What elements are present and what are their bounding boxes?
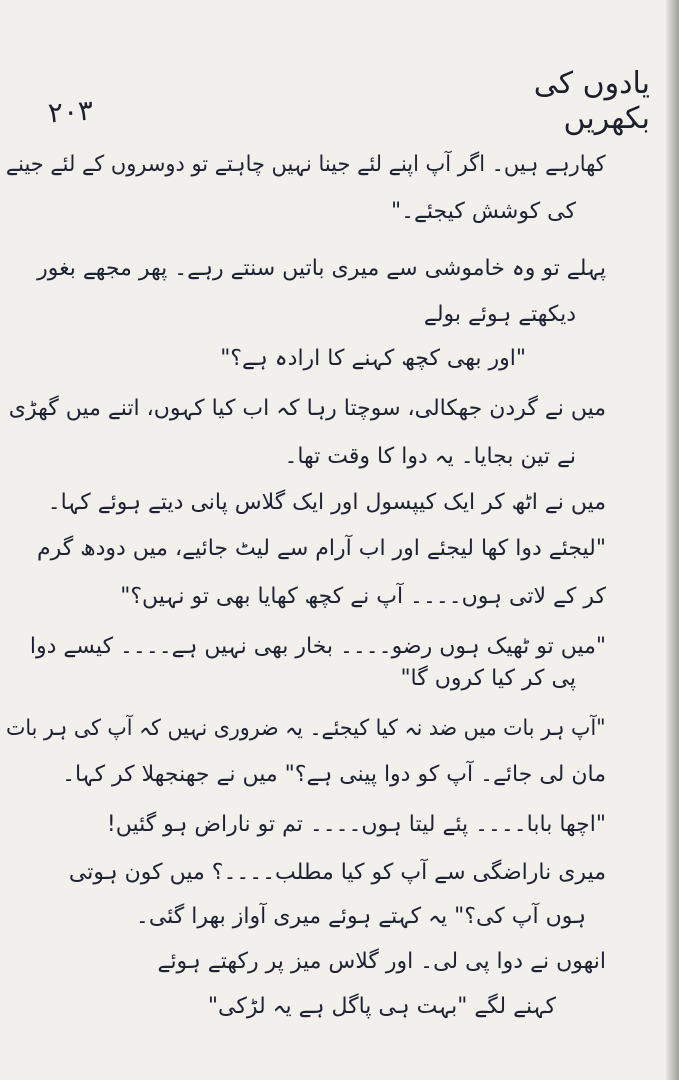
page-number: ۲۰۳ <box>46 93 95 130</box>
text-line: نے تین بجایا۔ یہ دوا کا وقت تھا۔ <box>284 444 576 469</box>
text-line: کہنے لگے "بہت ہی پاگل ہے یہ لڑکی" <box>207 994 556 1019</box>
text-line: "میں تو ٹھیک ہوں رضو۔۔۔۔ بخار بھی نہیں ہے۔۔۔۔ کیسے دوا <box>29 634 606 659</box>
text-line: پہلے تو وہ خاموشی سے میری باتیں سنتے رہے۔ پھر مجھے بغور <box>37 256 606 281</box>
text-line: میری ناراضگی سے آپ کو کیا مطلب۔۔۔۔؟ میں کون ہوتی <box>68 860 606 885</box>
text-line: پی کر کیا کروں گا" <box>400 666 576 691</box>
text-line: کھارہے ہیں۔ اگر آپ اپنے لئے جینا نہیں چاہتے تو دوسروں کے لئے جینے <box>6 152 606 177</box>
text-line: "لیجئے دوا کھا لیجئے اور اب آرام سے لیٹ جائیے، میں دودھ گرم <box>37 536 606 561</box>
text-line: میں نے گردن جھکالی، سوچتا رہا کہ اب کیا کہوں، اتنے میں گھڑی <box>8 396 606 421</box>
text-line: دیکھتے ہوئے بولے <box>423 302 576 327</box>
text-line: میں نے اٹھ کر ایک کیپسول اور ایک گلاس پانی دیتے ہوئے کہا۔ <box>47 490 606 515</box>
text-line: "آپ ہر بات میں ضد نہ کیا کیجئے۔ یہ ضروری نہیں کہ آپ کی ہر بات <box>6 716 606 741</box>
text-line: کی کوشش کیجئے۔" <box>391 199 576 224</box>
text-line: مان لی جائے۔ آپ کو دوا پینی ہے؟" میں نے جھنجھلا کر کہا۔ <box>62 762 606 787</box>
text-line: انھوں نے دوا پی لی۔ اور گلاس میز پر رکھتے ہوئے <box>157 949 606 974</box>
text-line: "اچھا بابا۔۔۔۔ پئے لیتا ہوں۔۔۔۔ تم تو ناراض ہو گئیں! <box>106 812 606 837</box>
text-line: کر کے لاتی ہوں۔۔۔۔ آپ نے کچھ کھایا بھی تو نہیں؟" <box>120 584 606 609</box>
book-spine-edge <box>666 0 679 1080</box>
text-line: "اور بھی کچھ کہنے کا ارادہ ہے؟" <box>220 346 526 371</box>
running-title: یادوں کی بکھریں <box>533 66 650 136</box>
text-line: ہوں آپ کی؟" یہ کہتے ہوئے میری آواز بھرا گئی۔ <box>135 904 586 929</box>
